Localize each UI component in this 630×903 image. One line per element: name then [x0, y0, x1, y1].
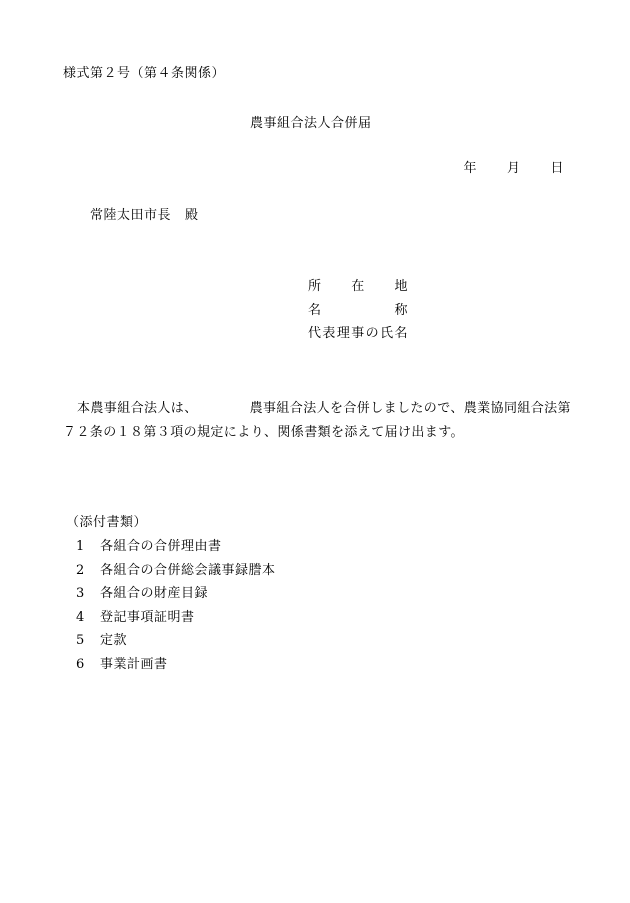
date-day-label: 日: [550, 161, 564, 176]
attachments-list: [76, 540, 276, 681]
attachment-label: 各組合の財産目録: [100, 586, 209, 601]
attachment-item: [76, 564, 276, 588]
attachment-label: 定款: [100, 633, 128, 648]
date-month-label: 月: [506, 161, 521, 176]
recipient-honorific: 殿: [185, 208, 199, 223]
applicant-name-label: 名称: [308, 303, 408, 318]
attachment-label: 各組合の合併総会議事録謄本: [100, 562, 276, 578]
body-text-before-blank: 本農事組合法人は、: [77, 401, 198, 416]
date-year-label: 年: [463, 161, 477, 176]
attachment-label: 事業計画書: [100, 656, 168, 672]
attachments-heading: （添付書類）: [66, 515, 148, 530]
date-line: [463, 162, 564, 175]
attachment-item: [76, 658, 276, 682]
recipient-name: 常陸太田市長: [90, 208, 172, 223]
attachment-number: 4: [76, 609, 85, 625]
notification-body: [63, 397, 581, 445]
attachment-item: [76, 611, 276, 635]
form-number: 様式第２号（第４条関係）: [63, 66, 226, 81]
attachment-label: 各組合の合併理由書: [100, 539, 222, 554]
attachment-item: [76, 634, 276, 658]
recipient-line: [90, 209, 199, 222]
applicant-representative-label: 代表理事の氏名: [308, 326, 408, 341]
attachment-number: 1: [76, 539, 85, 554]
attachment-number: 2: [76, 562, 85, 578]
attachment-item: [76, 540, 276, 564]
document-title: 農事組合法人合併届: [250, 116, 372, 131]
attachment-number: 6: [76, 656, 85, 672]
attachment-number: 3: [76, 586, 85, 601]
attachment-number: 5: [76, 633, 85, 648]
applicant-address-label: 所在地: [308, 279, 408, 294]
attachment-item: [76, 587, 276, 611]
body-text-after-blank: 農事組合法人を合併しましたので、農業協同組合法第７２条の１８第３項の規定により、関係書類を添えて届け出ます。: [63, 401, 571, 440]
attachment-label: 登記事項証明書: [100, 609, 195, 625]
